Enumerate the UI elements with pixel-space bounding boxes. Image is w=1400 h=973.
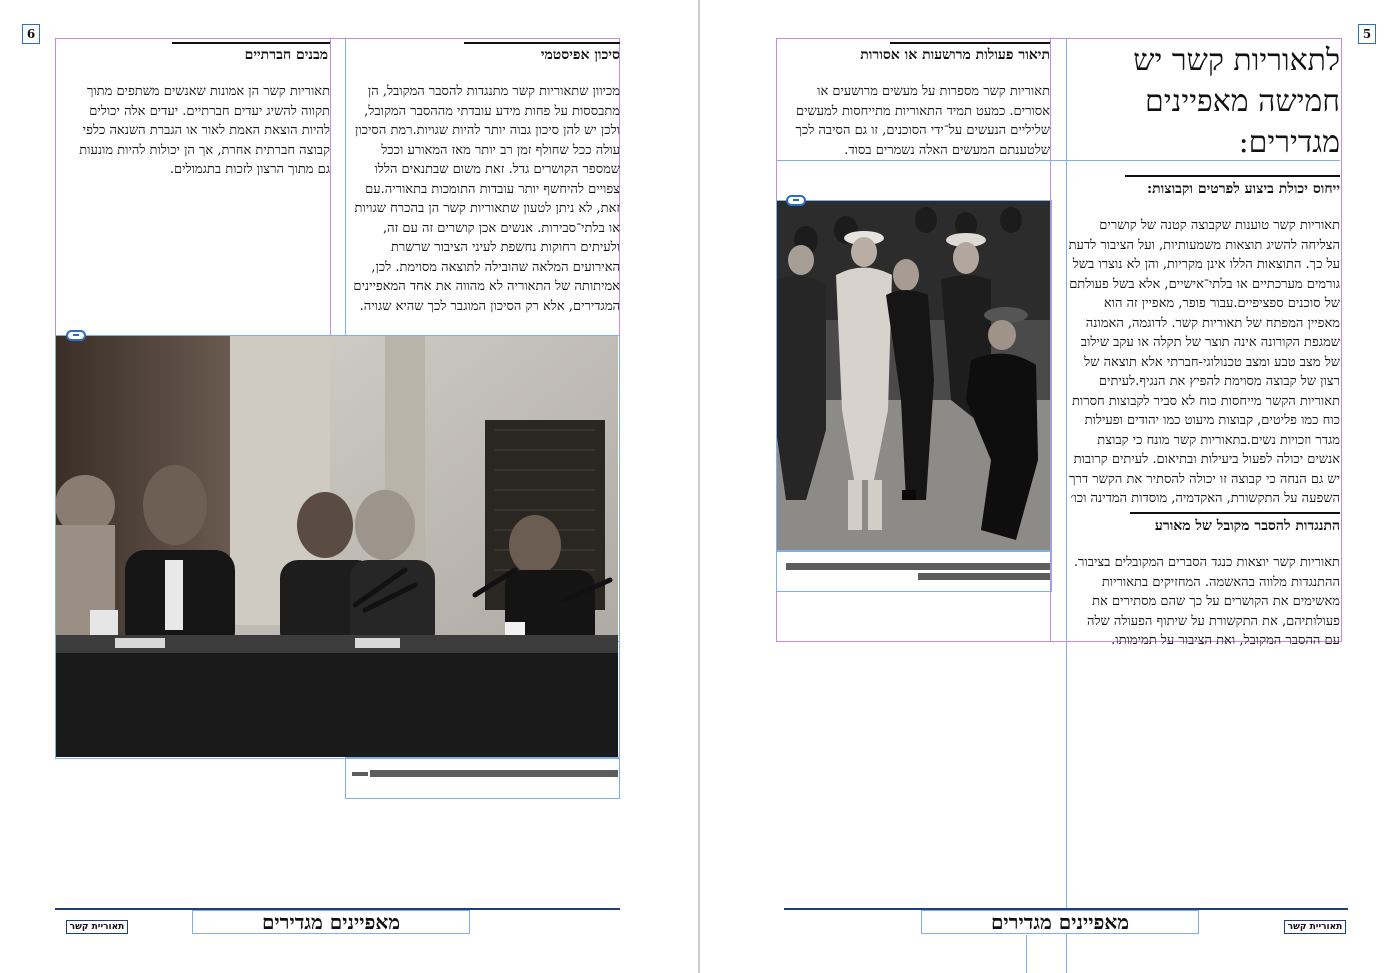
- body-malicious-acts: [782, 82, 1050, 160]
- link-icon[interactable]: [66, 330, 86, 341]
- body-agency: [1068, 216, 1340, 509]
- caption-frame: [345, 757, 620, 799]
- link-icon[interactable]: [786, 195, 806, 206]
- heading-social-structures: מבנים חברתיים: [244, 47, 328, 63]
- paragraph: מכיוון שתאוריות קשר מתנגדות להסבר המקובל, הן מתבססות על פחות מידע עובדתי מההסבר המקובל, ולכן יש להן סיכון גבוה יותר להיות שגויות.רמת הסיכון עולה ככל שחולף זמן רב יותר מאז המאורע וככל שמספר הקושרים גדל. זאת משום שבתנאים הללו צפויים להיחשף יותר עובדות התומכות בתאוריה.עם זאת, לא ניתן לטעון שתאוריות קשר הן בהכרח שגויות או בלתי־סבירות. אנשים אכן קושרים זה עם זה, ולעיתים רחוקות נחשפת לעיני הציבור שרשרת האירועים המלאה שהובילה לתוצאה מסוימת. לכן, אמיתותה של התאוריה לא מהווה את אחד המאפיינים המגדירים, אלא רק הסיכון המוגבר לכך שהיא שגויה.: [353, 84, 620, 314]
- body-social-structures: [66, 82, 330, 180]
- heading-agency: ייחוס יכולת ביצוע לפרטים וקבוצות:: [1146, 181, 1340, 197]
- paragraph: תאוריות קשר הן אמונות שאנשים משתפים מתוך תקווה להשיג יעדים חברתיים. יעדים אלה יכולים להיות הוצאת האמת לאור או הגברת השנאה כלפי קבוצה חברתית אחרת, אך הן יכולות להיות מונעות גם מתוך הרצון לזכות בתגמולים.: [79, 84, 330, 177]
- photo-illustration: [55, 335, 618, 757]
- paragraph: תאוריות קשר טוענות שקבוצה קטנה של קושרים הצליחה להשיג תוצאות משמעותיות, ועל הציבור לדעת על כך. התוצאות הללו אינן מקריות, והן לא נוצרו בשל גורמים מערכתיים או בלתי־אישיים, אלא בשל פעולתם של סוכנים ספציפיים.עבור פופר, מאפיין זה הוא מאפיין המפתח של תאוריות קשר. לדוגמה, האמונה שמגפת הקורונה אינה תוצר של תקלה או עקב שילוב של מצב טבע ומצב טכנולוגי-חברתי אלא תוצאה של רצון של קבוצה מסוימת להפיץ את הנגיף.לעיתים תאוריות הקשר מייחסות כוח לא סביר לקבוצות חסרות כוח כמו פליטים, קבוצות מיעוט כמו יהודים ופעילות מגדר וזכויות נשים.בתאוריות קשר מונח כי קבוצת אנשים יכולה לפעול ביעילות ובתיאום. לעיתים קרובות יש גם הנחה כי קבוצה זו יכולה להסתיר את הקשר דרך השפעה על התקשורת, האקדמיה, מוסדות המדינה וכו׳: [1068, 218, 1340, 506]
- footer-tag: תאוריית קשר: [66, 920, 128, 934]
- caption-frame: [776, 550, 1052, 592]
- body-opposition: [1068, 553, 1340, 651]
- photo-illustration: [776, 200, 1050, 550]
- arrest-escort-photo[interactable]: [776, 200, 1050, 550]
- left-page: [0, 0, 698, 973]
- heading-epistemic-risk: סיכון אפיסטמי: [540, 47, 620, 63]
- heading-rule: [1125, 175, 1340, 177]
- heading-malicious-acts: תיאור פעולות מרושעות או אסורות: [860, 47, 1050, 63]
- page-title: לתאוריות קשר יש חמישה מאפיינים מגדירים:: [1133, 43, 1340, 160]
- heading-rule: [890, 42, 1050, 44]
- caption-placeholder: [786, 563, 1050, 570]
- heading-rule: [464, 42, 620, 44]
- body-epistemic-risk: [350, 82, 620, 316]
- heading-rule: [1130, 512, 1340, 514]
- caption-placeholder: [918, 573, 1050, 580]
- right-page: [700, 0, 1400, 973]
- footer-tag: תאוריית קשר: [1284, 920, 1346, 934]
- column-guide: [1050, 38, 1051, 642]
- paragraph: תאוריות קשר יוצאות כנגד הסברים המקובלים בציבור. ההתנגדות מלווה בהאשמה. המחזיקים בתאוריות מאשימים את הקושרים על כך שהם מסתירים את פעולותיהם, את התקשורת על שיתוף הפעולה שלה עם ההסבר המקובל, ואת הציבור על תמימותו.: [1073, 555, 1340, 648]
- caption-placeholder: [352, 772, 368, 776]
- heading-rule: [172, 42, 330, 44]
- page-number-right: 5: [1358, 24, 1376, 44]
- column-guide: [1066, 38, 1067, 973]
- paragraph: תאוריות קשר מספרות על מעשים מרושעים או אסורים. כמעט תמיד התאוריות מתייחסות למעשים שליליים הנעשים על־ידי הסוכנים, זו גם הסיבה לכך שלטענתם המעשים האלה נשמרים בסוד.: [795, 84, 1050, 158]
- hearing-room-photo[interactable]: [55, 335, 618, 757]
- heading-opposition: התנגדות להסבר מקובל של מאורע: [1154, 518, 1340, 534]
- column-guide: [1026, 935, 1027, 973]
- footer-title: מאפיינים מגדירים: [192, 910, 470, 934]
- caption-placeholder: [370, 770, 618, 777]
- page-number-left: 6: [22, 24, 40, 44]
- footer-title: מאפיינים מגדירים: [921, 910, 1199, 934]
